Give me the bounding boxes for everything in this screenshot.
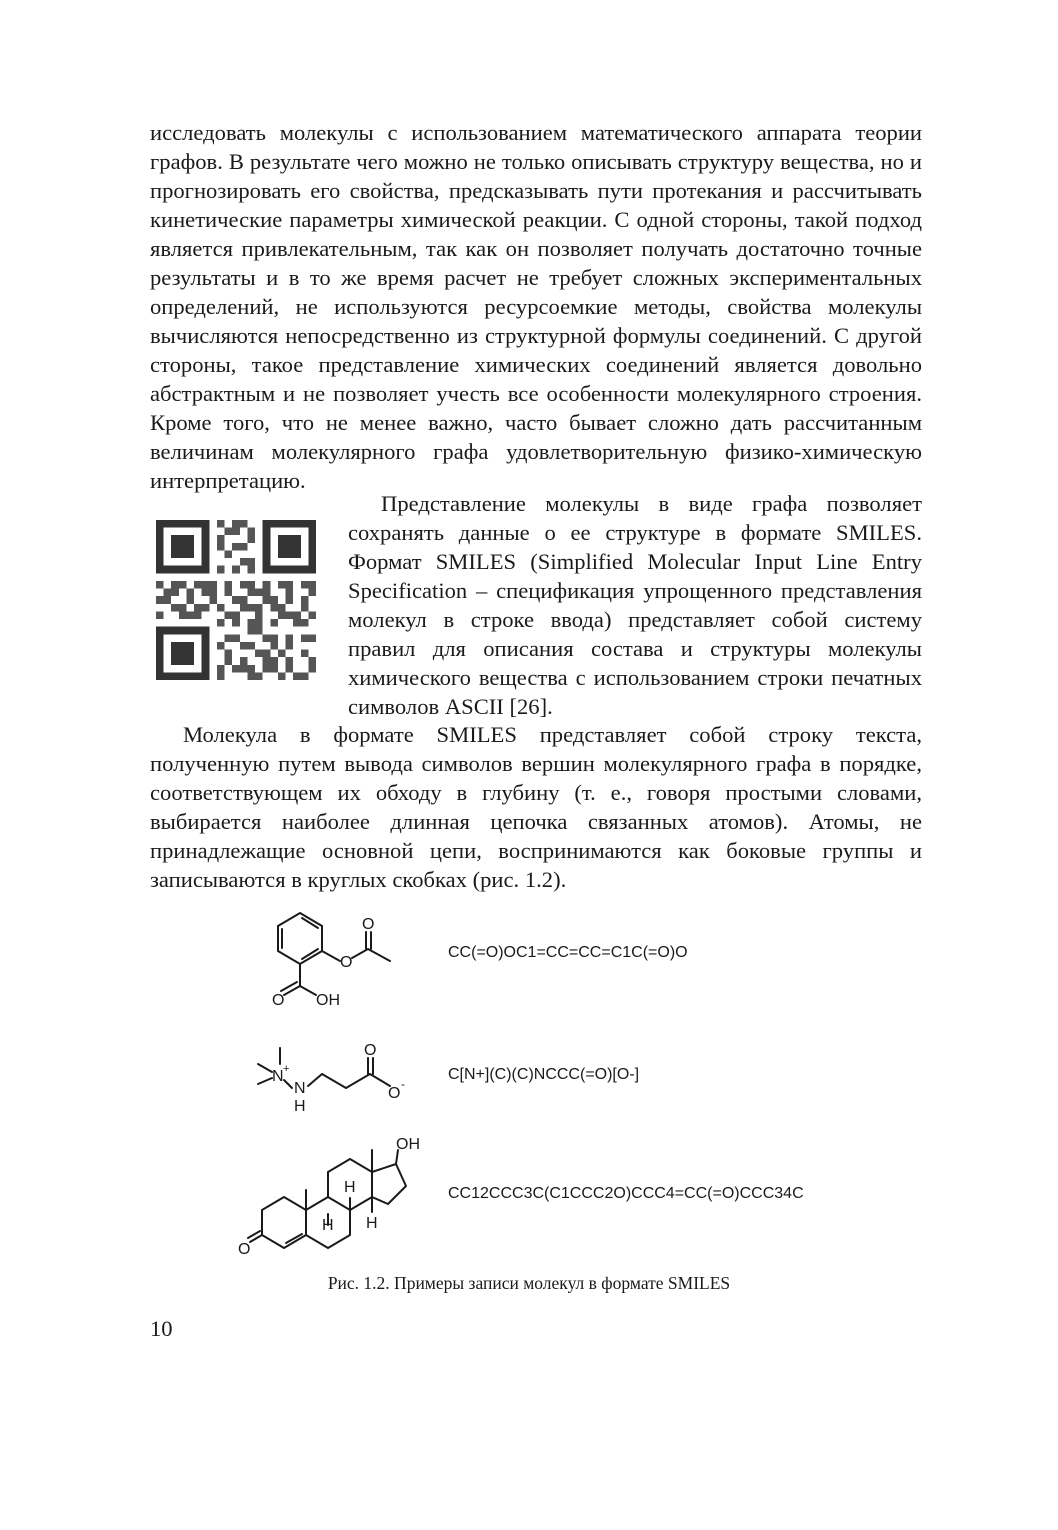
molecule-steroid-structure xyxy=(236,1130,436,1260)
page-number: 10 xyxy=(150,1316,173,1341)
atom-label: O xyxy=(362,916,375,933)
smiles-string: CC12CCC3C(C1CCC2O)CCC4=CC(=O)CCC34C xyxy=(448,1185,804,1202)
molecule-aspirin-structure xyxy=(260,910,400,1010)
figure-caption: Рис. 1.2. Примеры записи молекул в формате SMILES xyxy=(327,1273,731,1293)
atom-label: OH xyxy=(316,992,340,1009)
paragraph-1: исследовать молекулы с использованием математического аппарата теории графов. В результате чего можно не только описывать структуру вещества, но и прогнозировать его свойства, предсказывать пути протекания и рассчитывать кинетические параметры химической реакции. С одной стороны, такой подход является привлекательным, так как он позволяет получать достаточно точные результаты и в то же время расчет не требует сложных экспериментальных определений, не используются ресурсоемкие методы, свойства молекулы вычисляются непосредственно из структурной формулы соединений. С другой стороны, такое представление химических соединений является довольно абстрактным и не позволяет учесть все особенности молекулярного строения. Кроме того, что не менее важно, часто бывает сложно дать рассчитанным величинам молекулярного графа удовлетворительную физико-химическую интерпретацию. xyxy=(150,120,922,493)
atom-label: O xyxy=(340,954,353,971)
charge-label: - xyxy=(401,1077,405,1091)
paragraph-2: Представление молекулы в виде графа позволяет сохранять данные о ее структуре в формате SMILES. Формат SMILES (Simplified Molecular Input Line Entry Specification – спецификация упрощенного представления молекул в строке ввода) представляет собой систему правил для описания состава и структуры молекулы химического вещества с использованием строки печатных символов ASCII [26]. xyxy=(348,491,922,719)
atom-label: OH xyxy=(396,1136,420,1153)
atom-label: H xyxy=(322,1217,334,1234)
atom-label: H xyxy=(366,1215,378,1232)
atom-label: O xyxy=(388,1085,401,1102)
atom-label: O xyxy=(238,1241,251,1258)
atom-label: H xyxy=(344,1179,356,1196)
charge-label: + xyxy=(283,1063,290,1075)
qr-code-icon xyxy=(156,520,316,680)
atom-label: N xyxy=(272,1068,284,1085)
paragraph-3: Молекула в формате SMILES представляет собой строку текста, полученную путем вывода символов вершин молекулярного графа в порядке, соответствующем их обходу в глубину (т. е., говоря простыми словами, выбирается наиболее длинная цепочка связанных атомов). Атомы, не принадлежащие основной цепи, воспринимаются как боковые группы и записываются в круглых скобках (рис. 1.2). xyxy=(150,722,922,892)
smiles-string: C[N+](C)(C)NCCC(=O)[O-] xyxy=(448,1066,640,1083)
atom-label: N xyxy=(294,1080,306,1097)
molecule-betaine-structure xyxy=(250,1036,420,1116)
atom-label: H xyxy=(294,1098,306,1115)
atom-label: O xyxy=(272,992,285,1009)
atom-label: O xyxy=(364,1042,377,1059)
smiles-string: CC(=O)OC1=CC=CC=C1C(=O)O xyxy=(448,944,688,961)
